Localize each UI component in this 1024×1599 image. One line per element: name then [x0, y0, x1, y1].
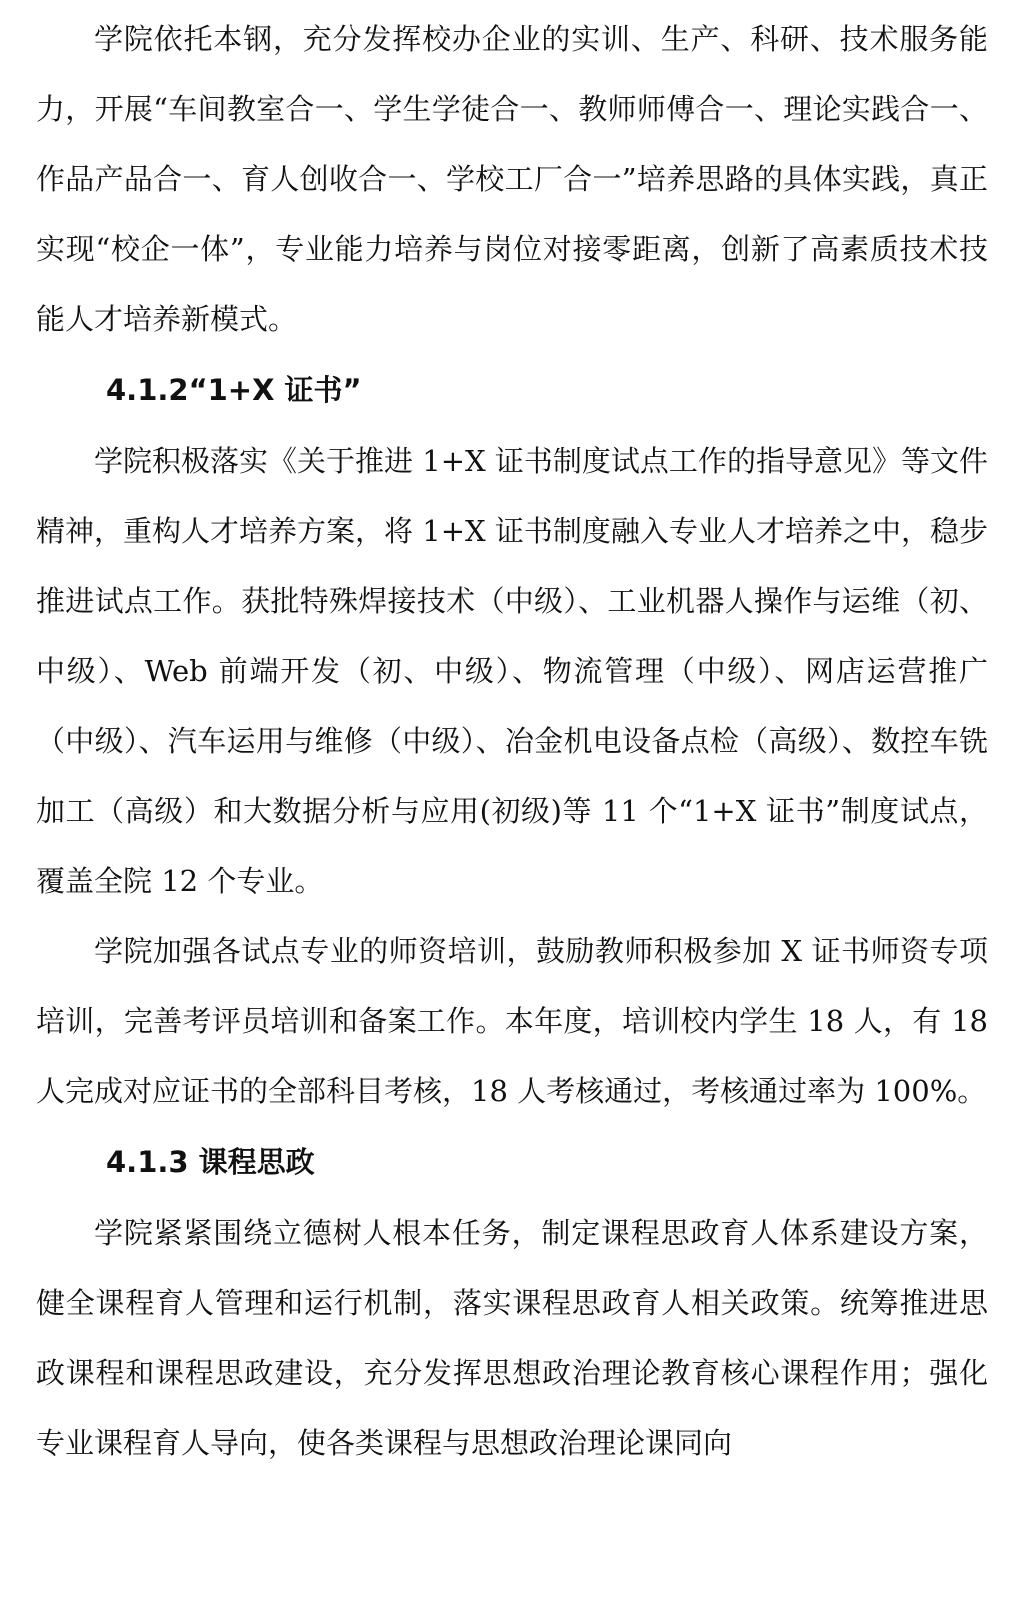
heading-course-ideology: 4.1.3 课程思政: [106, 1145, 315, 1179]
paragraph-school-enterprise: 学院依托本钢，充分发挥校办企业的实训、生产、科研、技术服务能力，开展“车间教室合一、学生学徒合一、教师师傅合一、理论实践合一、作品产品合一、育人创收合一、学校工厂合一”培养思路的具体实践，真正实现“校企一体”，专业能力培养与岗位对接零距离，创新了高素质技术技能人才培养新模式。: [36, 22, 988, 336]
heading-1x-certificate: 4.1.2“1+X 证书”: [106, 373, 362, 407]
paragraph-course-ideology: 学院紧紧围绕立德树人根本任务，制定课程思政育人体系建设方案，健全课程育人管理和运行机制，落实课程思政育人相关政策。统筹推进思政课程和课程思政建设，充分发挥思想政治理论教育核心课程作用；强化专业课程育人导向，使各类课程与思想政治理论课同向: [36, 1216, 988, 1460]
paragraph-teacher-training: 学院加强各试点专业的师资培训，鼓励教师积极参加 X 证书师资专项培训，完善考评员培训和备案工作。本年度，培训校内学生 18 人，有 18 人完成对应证书的全部科目考核，18 人考核通过，考核通过率为 100%。: [36, 934, 988, 1108]
paragraph-1x-pilot: 学院积极落实《关于推进 1+X 证书制度试点工作的指导意见》等文件精神，重构人才培养方案，将 1+X 证书制度融入专业人才培养之中，稳步推进试点工作。获批特殊焊接技术（中级）、工业机器人操作与运维（初、中级）、Web 前端开发（初、中级）、物流管理（中级）、网店运营推广（中级）、汽车运用与维修（中级）、冶金机电设备点检（高级）、数控车铣加工（高级）和大数据分析与应用(初级)等 11 个“1+X 证书”制度试点，覆盖全院 12 个专业。: [36, 444, 988, 898]
